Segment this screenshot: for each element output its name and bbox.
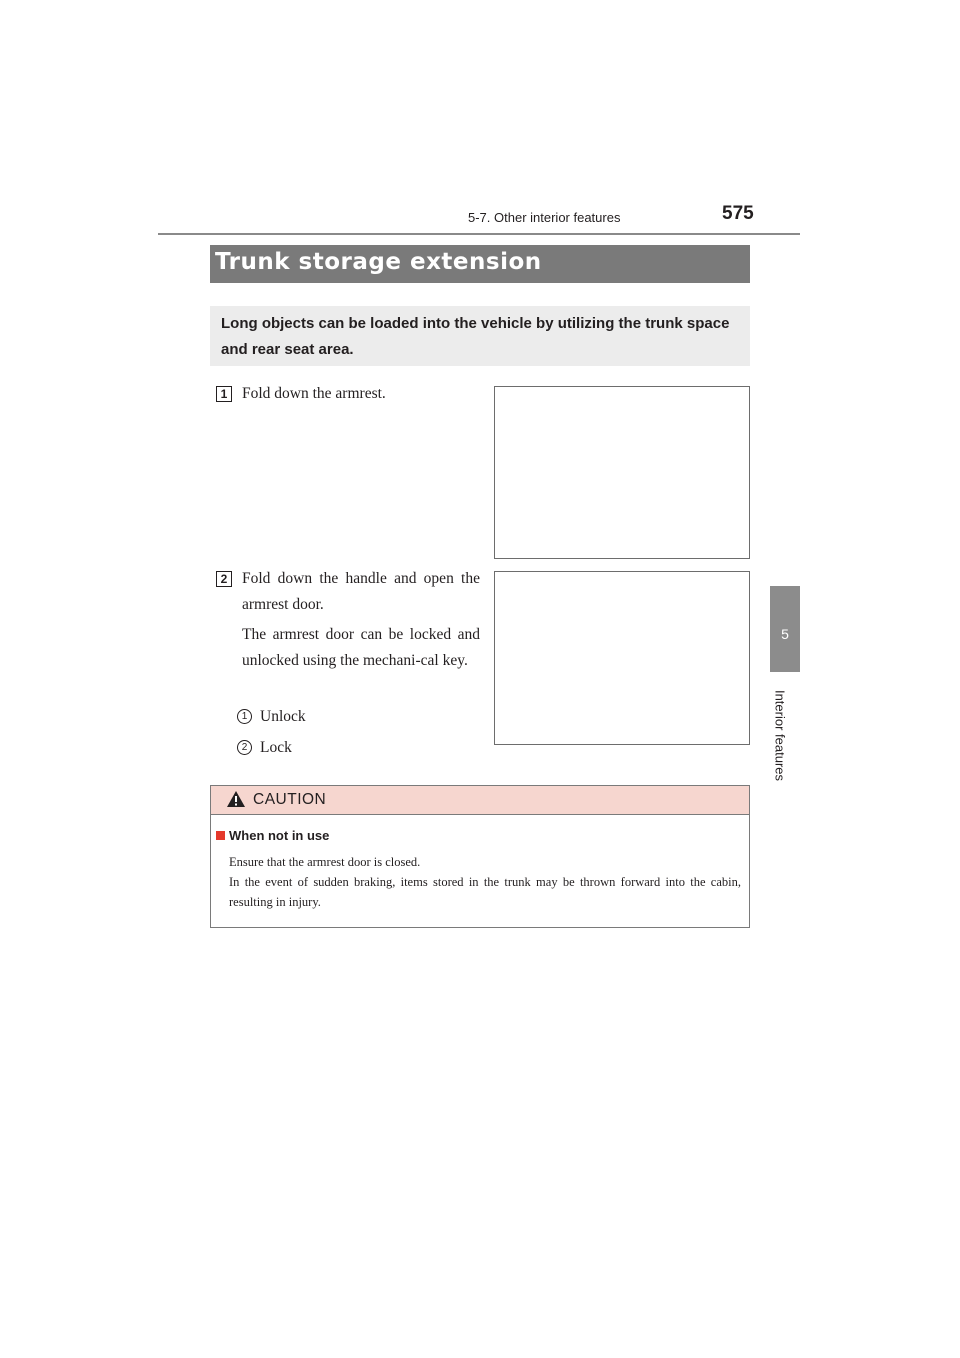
caution-subheading: When not in use [229, 828, 330, 843]
sub-item-number-1: 1 [237, 709, 252, 724]
page-number: 575 [722, 203, 754, 224]
intro-text: Long objects can be loaded into the vehicle by utilizing the trunk space and rear seat area. [221, 315, 730, 358]
chapter-number: 5 [781, 626, 789, 642]
step-number-1: 1 [216, 386, 232, 402]
sub-item-number-2: 2 [237, 740, 252, 755]
step-1-text: Fold down the armrest. [242, 385, 386, 402]
chapter-label: Interior features [772, 689, 788, 782]
caution-bullet-marker [216, 831, 225, 840]
step-2-text: Fold down the handle and open the armrest door. [242, 570, 480, 613]
step-number-2: 2 [216, 571, 232, 587]
warning-triangle-icon [226, 790, 246, 808]
armrest-door-illustration [494, 571, 750, 745]
caution-paragraph-2: In the event of sudden braking, items stored in the trunk may be thrown forward into the cabin, resulting in injury. [229, 875, 741, 909]
sub-item-lock: Lock [260, 739, 292, 756]
sub-item-unlock: Unlock [260, 708, 306, 725]
caution-title: CAUTION [253, 791, 327, 808]
section-breadcrumb: 5-7. Other interior features [468, 210, 621, 225]
caution-paragraph-1: Ensure that the armrest door is closed. [229, 855, 421, 869]
step-2-note: The armrest door can be locked and unlocked using the mechani-cal key. [242, 626, 480, 669]
armrest-illustration [494, 386, 750, 559]
header-divider [158, 233, 800, 235]
section-title: Trunk storage extension [215, 249, 542, 275]
